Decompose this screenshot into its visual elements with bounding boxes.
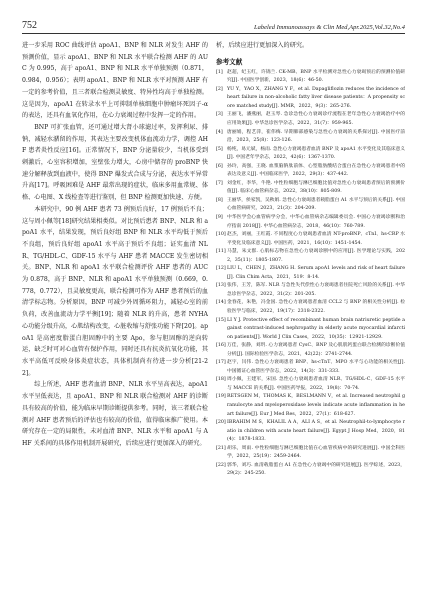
reference-text: LIU L，CHEN J，ZHANG H. Serum apoA1 levels and risk of heart failure[J]. Clin Chim Acta，2021，519：8-14. [227,266,405,280]
reference-text: 胡乐，周雨. 中性粒细胞与淋巴细胞比值在心血管疾病中的研究进展[J]. 中国全科医学，2022，25(19)：2459-2464. [227,445,405,460]
reference-number: [1] [216,69,223,75]
reference-number: [20] [216,420,226,426]
reference-item [216,419,405,445]
references-heading: 参考文献 [216,57,243,66]
reference-number: [5] [216,146,223,152]
reference-item [216,197,405,214]
reference-number: [15] [216,317,226,323]
reference-number: [19] [216,394,226,400]
reference-number: [17] [216,360,226,366]
reference-text: 赵超，纪玉红，许锦兰. CK-MB、BNP 水平检测对急性心力衰竭预后的预测价值研究[J]. 中国医学创新，2023，18(6)：46-50. [227,69,405,84]
reference-text: 金春花，朱艳，冯金国. 急性心力衰竭患者血清 CCL2 与 BNP 的相关性分析[J]. 检验医学与临床，2022，19(17)：2318-2322. [227,300,405,315]
body-paragraph: 进一步采用 ROC 曲线评估 apoA1、BNP 和 NLR 对发生 AHF 的预测价值，显示 apoA1、BNP 和 NLR 水平联合检测 AHF 的 AUC 为 0.995，高于 apoA1、BNP 和 NLR 水平单独预测（0.871，0.984，0.956）；表明 apoA1、BNP 和 NLR 水平对预测 AHF 有一定的参考价值，且三者联合检测灵敏度、特异性均高于单独检测。这是因为，apoA1 在转录水平上可抑制单核细胞中肿瘤坏死因子-α 的表达，还具有血氧化作用，在心力衰竭过程中发挥一定的作用。 [22,42,208,120]
reference-number: [18] [216,377,226,383]
reference-number: [8] [216,197,223,203]
journal-citation: Labeled Immunoassays & Clin Med,Apr.2025,Vol.32,No.4 [254,24,405,31]
reference-text: RETSGEN M，THOMAS K，BESLMANN V，et al. Increased neutrophil granulocyte and myeloperoxidase levels indicate acute inflammation in heart failure[J]. Eur J Med Res，2022，27(1)：618-627. [227,394,405,417]
reference-item [216,86,405,112]
reference-item [216,146,405,163]
reference-text: 王丽华，侯家凯，吴秋娟. 急性心力衰竭患者载脂蛋白 A1 水平与预后的关系[J]. 中国心血管病研究，2023，21(3)：204-209. [227,197,405,212]
reference-item [216,111,405,128]
reference-item [216,265,405,282]
page-number: 752 [22,20,37,31]
reference-text: 中华医学会心血管病学分会，中华心血管病杂志编辑委员会. 中国心力衰竭诊断和治疗指南 2018[J]. 中华心血管病杂志，2018，46(10)：760-789. [227,215,405,229]
reference-item [216,342,405,359]
reference-text: IBRAHIM M S，KHALIL A A，ALI A S，et al. Neutrophil-to-lymphocyte ratio in children with acute heart failure[J]. Egypt J Hosp Med，2020，81(4)：1878-1833. [227,420,405,443]
reference-number: [7] [216,180,223,186]
reference-number: [22] [216,462,226,468]
reference-number: [21] [216,445,226,451]
reference-number: [13] [216,283,226,289]
reference-number: [16] [216,343,226,349]
reference-text: 杨纯，易元斌，杨雨. 急性心力衰竭患者血清 BNP 及 apoA1 水平变化及其临床意义[J]. 中国老年学杂志，2022，42(6)：1367-1370. [227,146,405,161]
reference-text: 张伟，王芳，陈军. NLR 与急性失代偿性心力衰竭患者住院死亡风险的关系[J]. 中华急诊医学杂志，2022，31(2)：201-205. [227,283,405,297]
reference-text: 孙玲，高强，王晓. 血浆脑钠肽前体、心型脂肪酸结合蛋白在急性心力衰竭患者中的表达及意义[J]. 中国临床医学，2022，29(3)：437-442. [227,163,405,178]
reference-number: [6] [216,163,223,169]
reference-text: 赵杰，刘丽，王红霞. 不同程度心力衰竭患者血清 NT-proBNP、cTnI、hs-CRP 水平变化及临床意义[J]. 中国医药，2021，16(10)：1451-1454. [227,232,405,246]
reference-number: [4] [216,129,223,135]
reference-item [216,180,405,197]
reference-item [216,299,405,316]
reference-text: 王丽飞，潘燕丽，赵玉琴. 急诊急性心力衰竭诊疗流程在老年急性心力衰竭治疗中的应用效果[J]. 中华急诊医学杂志，2022，31(7)：959-965. [227,112,405,126]
reference-text: LI Y J. Protective effect of recombinant human brain natriuretic peptide against contrast-induced nephropathy in elderly acute myocardial infarction patients[J]. World J Clin Cases，2022，10(35)：12921-12929. [227,317,405,340]
reference-text: 郭华，刘巧. 血清载脂蛋白 A1 在急性心力衰竭中的研究进展[J]. 医学综述，2023，29(2)：245-250. [227,462,405,477]
reference-text: 刘金红，李华，牛艳. 中性粒细胞与淋巴细胞比值对急性心力衰竭患者预后的预测价值[J]. 临床心血管病杂志，2022，38(10)：805-809. [227,180,405,195]
reference-text: 赵宇，闫伟. 急性心力衰竭患者 BNP、hs-cTnT、MPO 水平与心功能的相关性[J]. 中国循证心血管医学杂志，2022，14(3)：331-333. [227,360,405,374]
reference-text: YU Y，YAO X，ZHANG Y F，et al. Dapagliflozin reduces the incidence of heart failure in non-alcoholic fatty liver disease patients：A propensity score matched study[J]. MMR，2022，9(3)：265-276. [227,86,405,109]
reference-number: [9] [216,215,223,220]
reference-number: [11] [216,249,226,255]
reference-item [216,129,405,146]
body-paragraph: BNP 可扩张血管，还可通过增大肾小球滤过率，发挥利尿、排钠，减轻水潴留的作用，其表达主要改变机体血流动力学，调控 AHF 患者炎性反应[16]。正常情况下，BNP 分泌量较少，当机体受到刺激后，心室容积增加，室壁张力增大，心房中储存的 proBNP 快速分解释放到血液中，使得 BNP 爆发式合成与分泌，表达水平异常升高[17]。呼吸困难是 AHF 最常出现的症状，临床多用血常规、体格、心电图、X 线检查等进行鉴别，但 BNP 检测更加快速、方便。 [22,123,208,202]
reference-item [216,317,405,343]
reference-item [216,282,405,299]
reference-number: [10] [216,232,226,238]
reference-number: [12] [216,266,226,272]
reference-item [216,445,405,462]
body-paragraph: 综上所述，AHF 患者血清 BNP、NLR 水平呈高表达，apoA1 水平呈低表达，且 apoA1、BNP 和 NLR 联合检测对 AHF 的诊断具有较高的价值，能为临床早期诊断提供参考。同时，该三者联合检测对 AHF 患者预后的评估也有较高的价值，值得临床推广使用。本研究存在一定的局限性，未对血清 BNP、NLR 水平和 apoA1 与 AHF 关系间的具体作用机制开展研究，后续应进行更加深入的研究。 [22,381,208,447]
reference-item [216,376,405,393]
reference-item [216,248,405,265]
left-column [22,40,208,450]
reference-text: 唐丽娟，程艺萍，崔伟梅. 早期肺部感染与急性心力衰竭的关系探讨[J]. 中国医疗前沿，2023，25(8)：123-126. [227,129,405,144]
reference-item [216,69,405,86]
continued-paragraph: 析，后续应进行更加深入的研究。 [216,42,309,49]
reference-number: [14] [216,300,226,306]
reference-text: 周小佩，王建军，宋国. 急性心力衰竭患者血清 NLR、TG/HDL-C、GDF-15 水平与 MACCE 的关系[J]. 中国医药导报，2022，19(8)：70-74. [227,377,405,391]
running-header [22,20,405,34]
reference-text: 马慧，朱文群. 心肌标志物在急性心力衰竭诊断中的应用[J]. 医学理论与实践，2022，35(11)：1805-1807. [227,249,405,263]
body-paragraph: 本研究中，90 例 AHF 患者 73 例预后良好，17 例预后不良；这与周小佩等[18]研究结果相类似。对比预后患者 BNP、NLR 和 apoA1 水平，结果发现，预后良好组 BNP 和 NLR 水平均低于预后不良组，预后良好组 apoA1 水平高于预后不良组；证实血清 NLR、TG/HDL-C、GDF-15 水平与 AHF 患者 MACCE 发生密切相关。BNP、NLR 和 apoA1 水平联合检测评价 AHF 患者的 AUC 为 0.878，高于 BNP、NLR 和 apoA1 水平单独预测（0.669，0.778，0.772），且灵敏度更高，联合检测可作为 AHF 患者预后的血清学标志物。分析原因，BNP 可减少外周循环阻力，减轻心室的前负荷，改善血流动力学平衡[19]；随着 NLR 的升高，患者 NYHA 心功能分级升高，心肌结构改变，心脏收缩与舒张功能下降[20]。apoA1 是高密度脂蛋白胆固醇中的主要 Apo，参与胆固醇的逆向转运，缺乏时可对心血管有保护作用，同时还具有抗炎抗氧化功能，其水平高低可反映身体炎症状态，具体机制尚有待进一步分析[21-22]。 [22,205,208,377]
reference-item [216,231,405,248]
right-column [216,40,405,479]
reference-list [216,69,405,479]
reference-number: [2] [216,86,223,92]
reference-item [216,359,405,376]
reference-text: 万佳，张静，刘玥. 心力衰竭患者 CysC、BNP 及心肌肌钙蛋白联合检测的诊断价值分析[J]. 国际检验医学杂志，2021，42(22)：2741-2744. [227,343,405,357]
reference-item [216,393,405,419]
reference-item [216,462,405,479]
reference-item [216,163,405,180]
reference-item [216,214,405,231]
reference-number: [3] [216,112,223,118]
